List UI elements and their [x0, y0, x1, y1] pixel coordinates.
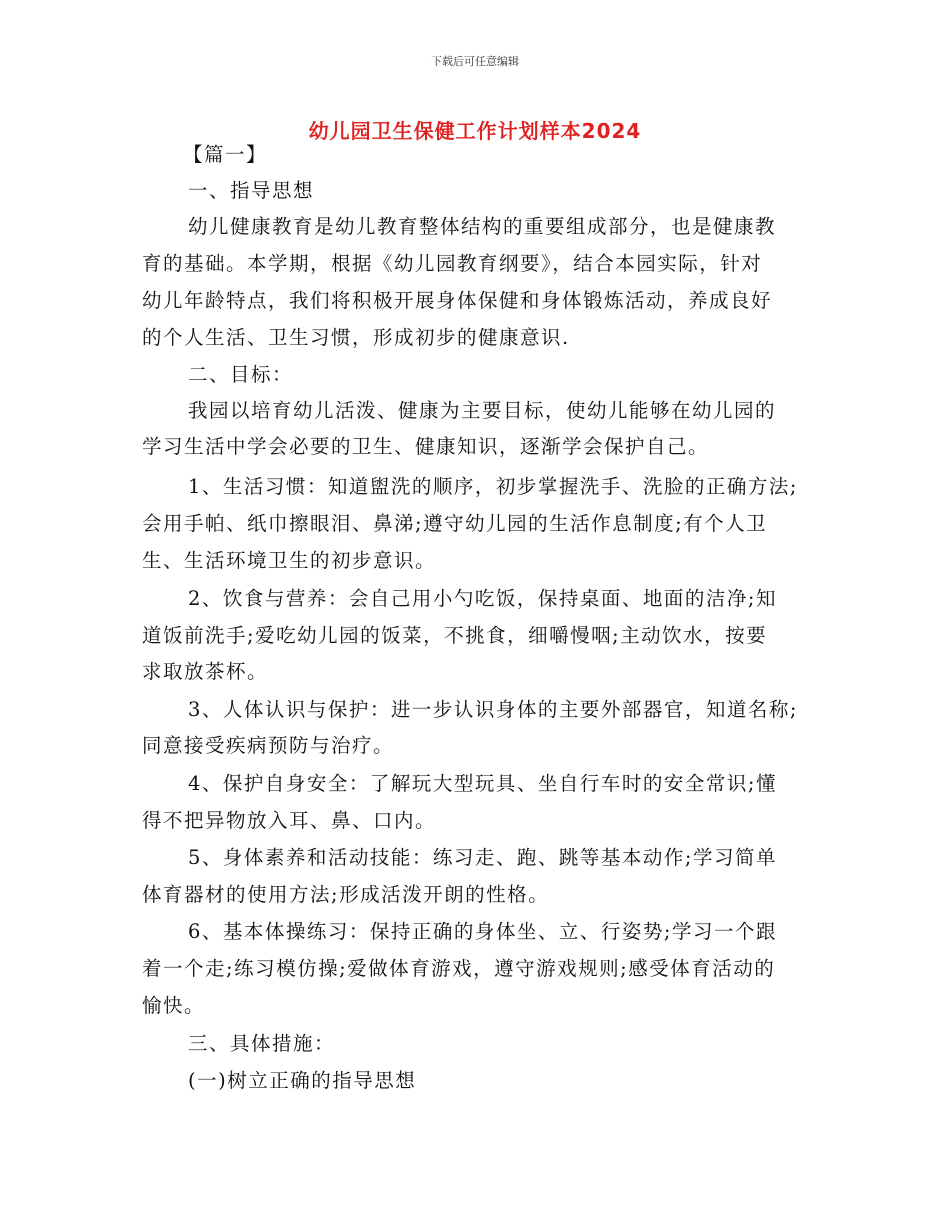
list-item-1: 1、生活习惯：知道盥洗的顺序，初步掌握洗手、洗脸的正确方法;	[188, 475, 798, 498]
paragraph-line: 同意接受疾病预防与治疗。	[142, 734, 395, 757]
paragraph-line: 着一个走;练习模仿操;爱做体育游戏，遵守游戏规则;感受体育活动的	[142, 957, 776, 980]
paragraph-line: 的个人生活、卫生习惯，形成初步的健康意识.	[142, 326, 570, 349]
paragraph-line: 生、生活环境卫生的初步意识。	[142, 549, 437, 572]
paragraph-line: 育的基础。本学期，根据《幼儿园教育纲要》，结合本园实际，针对	[142, 252, 763, 275]
list-item-3: 3、人体认识与保护：进一步认识身体的主要外部器官，知道名称;	[188, 698, 798, 721]
heading-2: 二、目标：	[188, 363, 294, 386]
list-item-4: 4、保护自身安全：了解玩大型玩具、坐自行车时的安全常识;懂	[188, 772, 777, 795]
paragraph-line: 我园以培育幼儿活泼、健康为主要目标，使幼儿能够在幼儿园的	[188, 399, 777, 422]
list-item-2: 2、饮食与营养：会自己用小勺吃饭，保持桌面、地面的洁净;知	[188, 587, 777, 610]
paragraph-line: 求取放茶杯。	[142, 660, 269, 683]
section-label: 【篇一】	[183, 143, 268, 166]
header-note: 下载后可任意编辑	[431, 55, 519, 68]
list-item-5: 5、身体素养和活动技能：练习走、跑、跳等基本动作;学习简单	[188, 846, 777, 869]
list-item-6: 6、基本体操练习：保持正确的身体坐、立、行姿势;学习一个跟	[188, 920, 777, 943]
subheading: (一)树立正确的指导思想	[188, 1069, 417, 1092]
paragraph-line: 愉快。	[142, 994, 206, 1017]
paragraph-line: 会用手帕、纸巾擦眼泪、鼻涕;遵守幼儿园的生活作息制度;有个人卫	[142, 512, 768, 535]
paragraph-line: 体育器材的使用方法;形成活泼开朗的性格。	[142, 883, 550, 906]
document-title: 幼儿园卫生保健工作计划样本2024	[308, 119, 642, 143]
paragraph-line: 幼儿健康教育是幼儿教育整体结构的重要组成部分，也是健康教	[188, 215, 777, 238]
heading-3: 三、具体措施：	[188, 1032, 336, 1055]
paragraph-line: 幼儿年龄特点，我们将积极开展身体保健和身体锻炼活动，养成良好	[142, 289, 773, 312]
paragraph-line: 道饭前洗手;爱吃幼儿园的饭菜，不挑食，细嚼慢咽;主动饮水，按要	[142, 624, 768, 647]
paragraph-line: 得不把异物放入耳、鼻、口内。	[142, 809, 437, 832]
heading-1: 一、指导思想	[188, 179, 315, 202]
paragraph-line: 学习生活中学会必要的卫生、健康知识，逐渐学会保护自己。	[142, 435, 710, 458]
